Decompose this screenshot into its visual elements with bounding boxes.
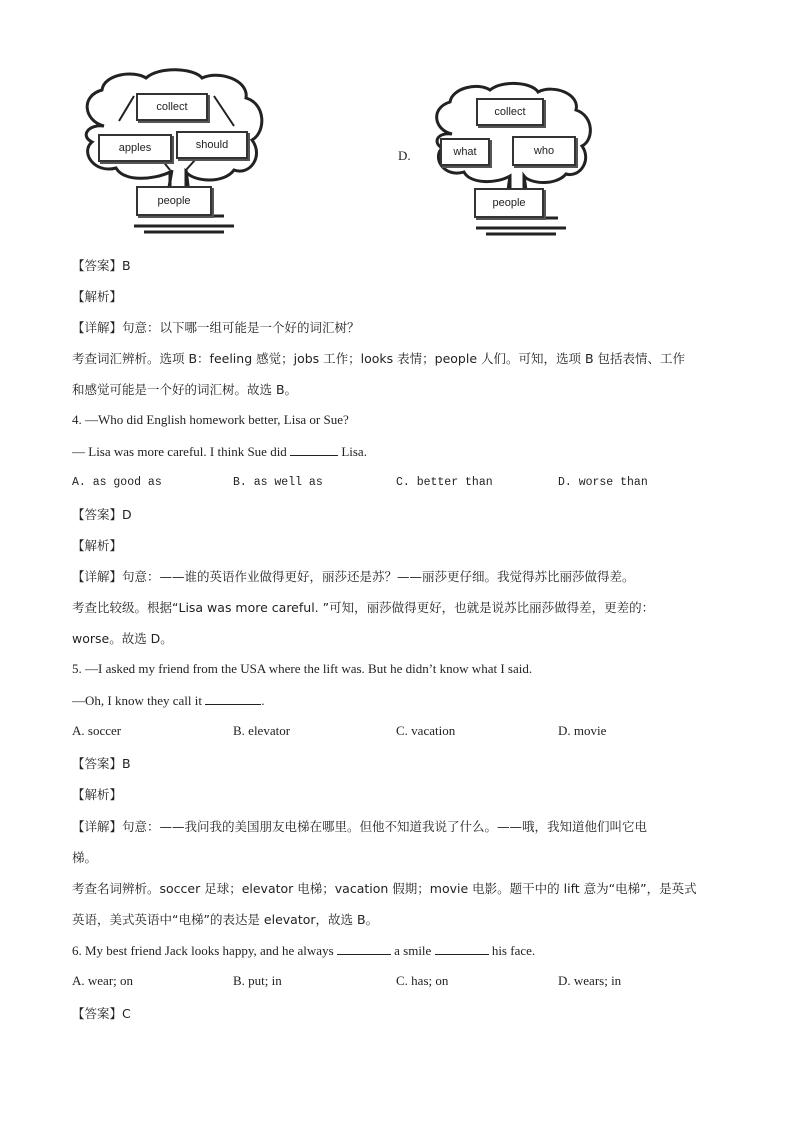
analysis-heading-q3: 【解析】 bbox=[72, 289, 123, 304]
q4-text-after-blank: Lisa. bbox=[341, 444, 367, 459]
tree-word-mid-right: who bbox=[512, 136, 576, 166]
question-4-line2 bbox=[72, 443, 367, 460]
answer-blank bbox=[205, 692, 261, 705]
q4-option-c: C. better than bbox=[396, 476, 493, 489]
answer-q6: 【答案】C bbox=[72, 1006, 131, 1021]
tree-word-mid-left: apples bbox=[98, 134, 172, 162]
answer-blank bbox=[290, 443, 338, 456]
explanation-q4-line2: worse。故选 D。 bbox=[72, 631, 173, 646]
q6-option-b: B. put; in bbox=[233, 973, 282, 988]
tree-word-top: collect bbox=[476, 98, 544, 126]
answer-q4: 【答案】D bbox=[72, 507, 132, 522]
question-6 bbox=[72, 942, 535, 959]
q6-text-part1: 6. My best friend Jack looks happy, and he always bbox=[72, 943, 334, 958]
q4-option-b: B. as well as bbox=[233, 476, 323, 489]
vocabulary-tree-right bbox=[426, 80, 596, 240]
q6-option-c: C. has; on bbox=[396, 973, 449, 988]
vocabulary-tree-left bbox=[74, 66, 270, 242]
q5-text-before-blank: —Oh, I know they call it bbox=[72, 693, 202, 708]
analysis-heading-q4: 【解析】 bbox=[72, 538, 123, 553]
detail-q5-line2: 梯。 bbox=[72, 850, 98, 865]
answer-q5: 【答案】B bbox=[72, 756, 131, 771]
q6-option-a: A. wear; on bbox=[72, 973, 134, 988]
question-4-line1: 4. —Who did English homework better, Lisa or Sue? bbox=[72, 412, 349, 427]
q5-option-c: C. vacation bbox=[396, 723, 456, 738]
q5-option-d: D. movie bbox=[558, 723, 607, 738]
q5-option-a: A. soccer bbox=[72, 723, 122, 738]
detail-q4: 【详解】句意：——谁的英语作业做得更好，丽莎还是苏？——丽莎更仔细。我觉得苏比丽莎做得差。 bbox=[72, 569, 635, 584]
q6-text-part2: a smile bbox=[394, 943, 432, 958]
answer-blank bbox=[337, 942, 391, 955]
q4-option-d: D. worse than bbox=[558, 476, 648, 489]
answer-blank bbox=[435, 942, 489, 955]
q5-option-b: B. elevator bbox=[233, 723, 291, 738]
tree-word-mid-left: what bbox=[440, 138, 490, 166]
answer-q3: 【答案】B bbox=[72, 258, 131, 273]
q6-text-part3: his face. bbox=[491, 943, 536, 958]
tree-word-bottom: people bbox=[136, 186, 212, 216]
analysis-heading-q5: 【解析】 bbox=[72, 787, 123, 802]
explanation-q3-line1: 考查词汇辨析。选项 B：feeling 感觉；jobs 工作；looks 表情；people 人们。可知，选项 B 包括表情、工作 bbox=[72, 351, 686, 366]
option-label-d: D. bbox=[398, 148, 411, 163]
detail-q5-line1: 【详解】句意：——我问我的美国朋友电梯在哪里。但他不知道我说了什么。——哦，我知道他们叫它电 bbox=[72, 819, 648, 834]
explanation-q5-line1: 考查名词辨析。soccer 足球；elevator 电梯；vacation 假期；movie 电影。题干中的 lift 意为“电梯”，是英式 bbox=[72, 881, 697, 896]
tree-word-bottom: people bbox=[474, 188, 544, 218]
q5-text-after-blank: . bbox=[261, 693, 265, 708]
detail-q3: 【详解】句意：以下哪一组可能是一个好的词汇树？ bbox=[72, 320, 360, 335]
tree-word-mid-right: should bbox=[176, 131, 248, 159]
question-5-line2 bbox=[72, 692, 264, 709]
explanation-q3-line2: 和感觉可能是一个好的词汇树。故选 B。 bbox=[72, 382, 298, 397]
q4-option-a: A. as good as bbox=[72, 476, 162, 489]
q4-text-before-blank: — Lisa was more careful. I think Sue did bbox=[72, 444, 287, 459]
tree-word-top: collect bbox=[136, 93, 208, 121]
explanation-q4-line1: 考查比较级。根据“Lisa was more careful. ”可知，丽莎做得更好，也就是说苏比丽莎做得差，更差的： bbox=[72, 600, 655, 615]
explanation-q5-line2: 英语，美式英语中“电梯”的表达是 elevator，故选 B。 bbox=[72, 912, 379, 927]
q6-option-d: D. wears; in bbox=[558, 973, 622, 988]
question-5-line1: 5. —I asked my friend from the USA where the lift was. But he didn’t know what I said. bbox=[72, 661, 533, 676]
